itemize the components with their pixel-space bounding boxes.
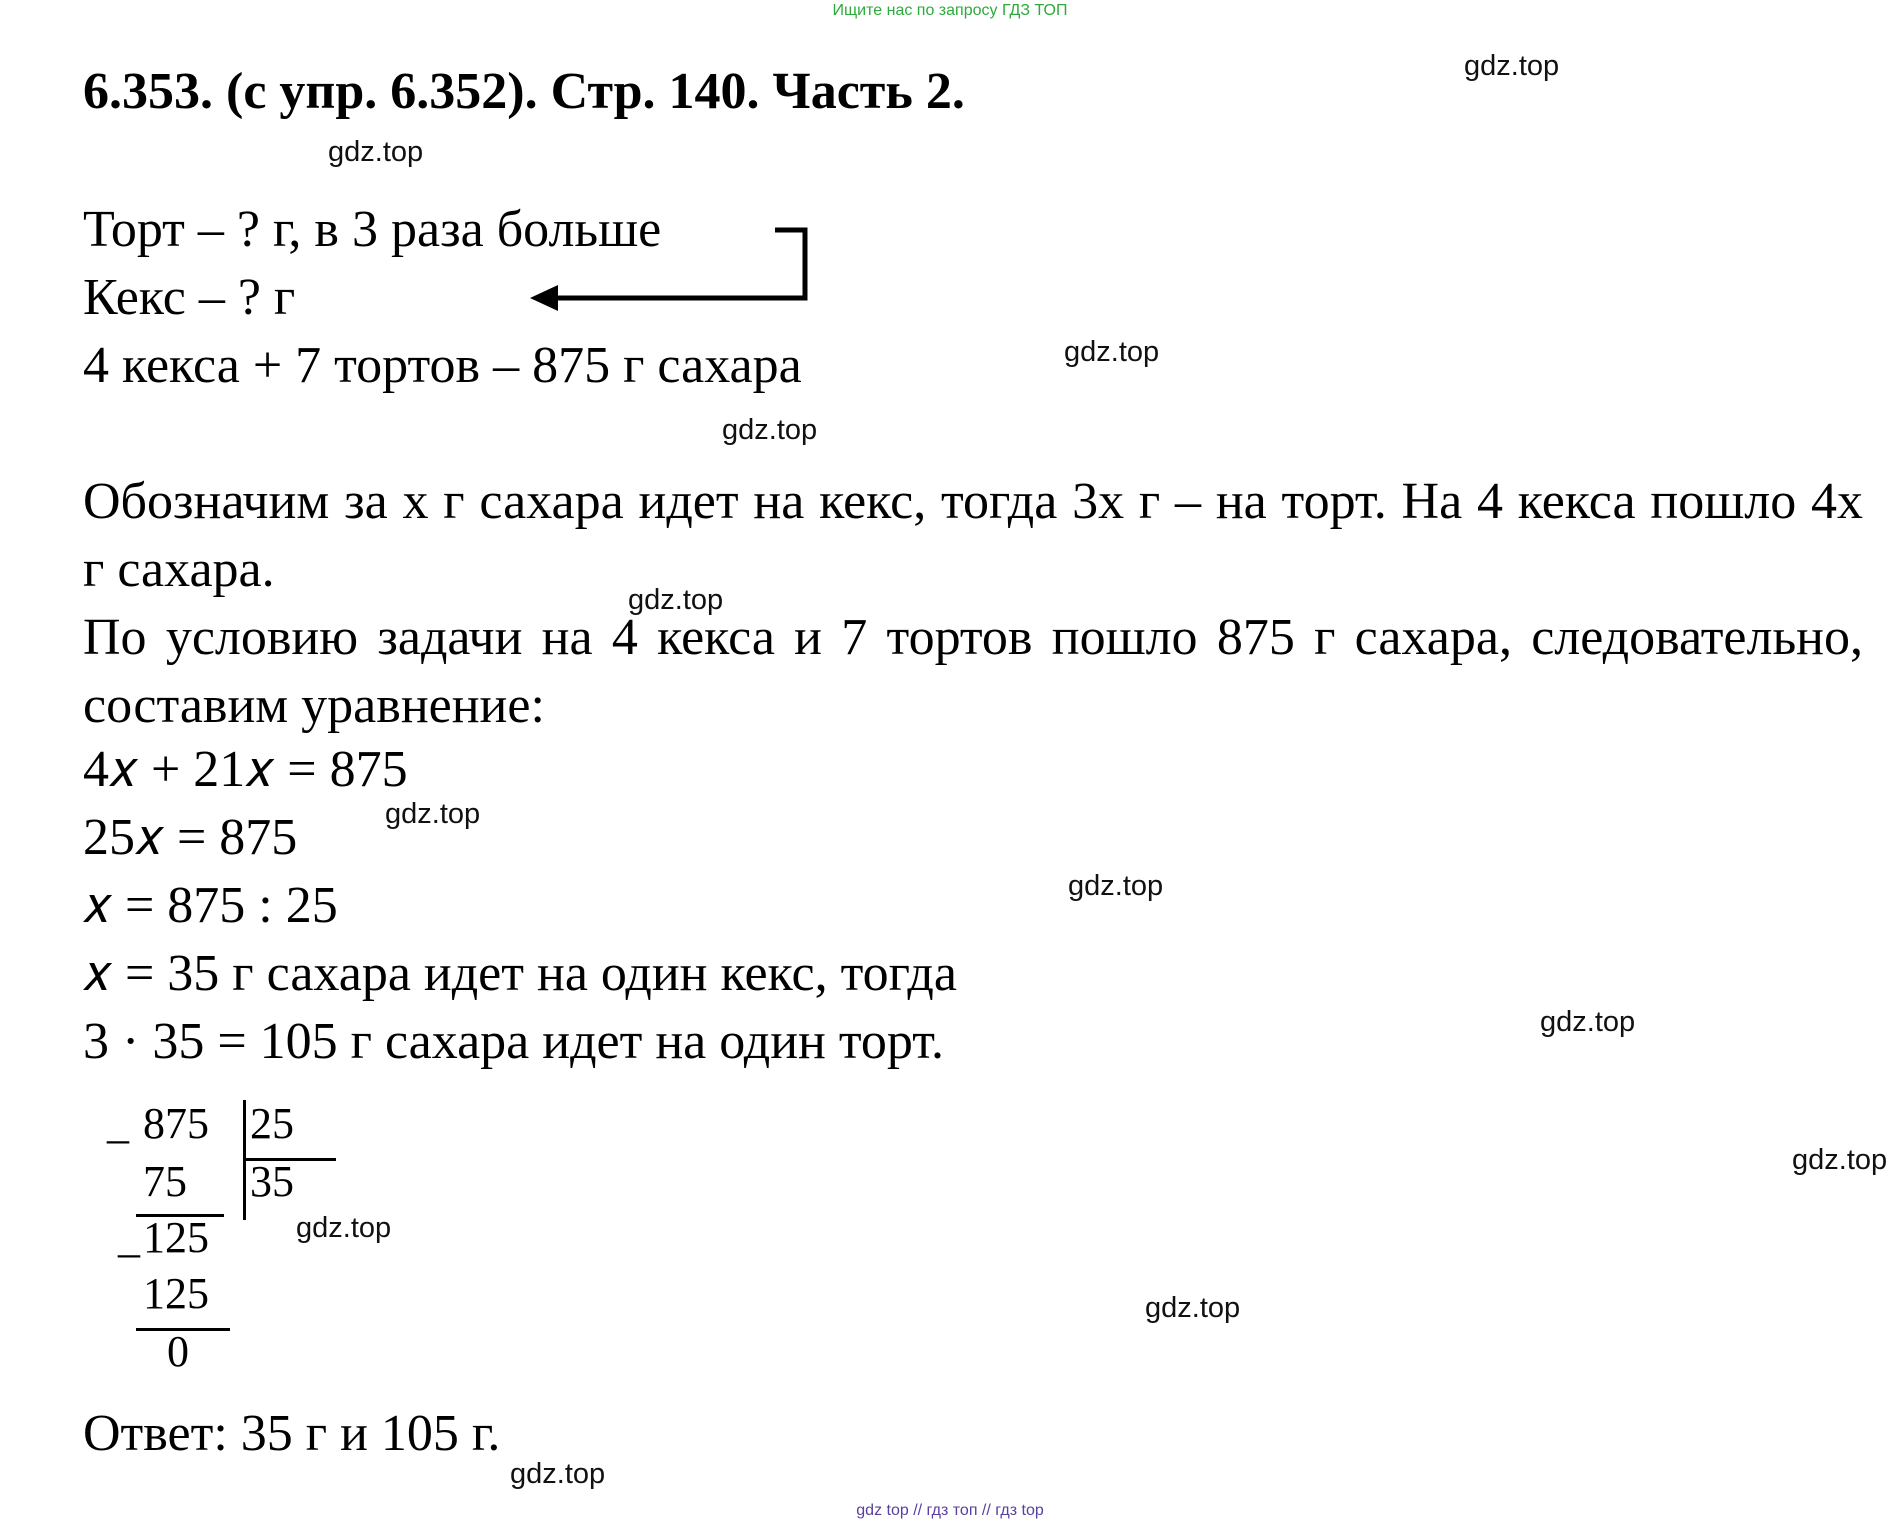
solution-paragraph-2: По условию задачи на 4 кекса и 7 тортов пошло 875 г сахара, следовательно, составим уравнение: (83, 609, 1863, 734)
solution-line-cake: 3 · 35 = 105 г сахара идет на один торт. (83, 1013, 945, 1070)
watermark: gdz.top (1068, 870, 1164, 902)
watermark: gdz.top (1064, 336, 1160, 368)
watermark: gdz.top (1540, 1006, 1636, 1038)
watermark: gdz.top (1792, 1144, 1888, 1176)
watermark: gdz.top (328, 136, 424, 168)
division-minus-1: _ (107, 1099, 129, 1148)
given-line-cupcake: Кекс – ? г (83, 269, 296, 326)
bottom-banner: gdz top // гдз топ // гдз top (856, 1502, 1044, 1519)
relation-arrow (520, 210, 820, 320)
division-subtract-1: 75 (143, 1157, 187, 1206)
given-line-cake: Торт – ? г, в 3 раза больше (83, 201, 662, 258)
equation-1: 4𝑥 + 21𝑥 = 875 (83, 741, 408, 798)
watermark: gdz.top (1145, 1292, 1241, 1324)
watermark: gdz.top (510, 1458, 606, 1490)
equation-4 (83, 944, 957, 1004)
solution-paragraph-1: Обозначим за х г сахара идет на кекс, тогда 3х г – на торт. На 4 кекса пошло 4х г сахара. (83, 473, 1863, 598)
top-banner: Ищите нас по запросу ГДЗ ТОП (832, 2, 1068, 19)
division-minus-2: _ (118, 1213, 140, 1262)
page-title: 6.353. (с упр. 6.352). Стр. 140. Часть 2. (83, 63, 965, 120)
watermark: gdz.top (722, 414, 818, 446)
division-dividend: 875 (143, 1099, 209, 1148)
equation-3: 𝑥 = 875 : 25 (83, 877, 338, 934)
division-subtract-2: 125 (143, 1269, 209, 1318)
division-result: 0 (167, 1327, 189, 1376)
watermark: gdz.top (385, 798, 481, 830)
division-quotient: 35 (250, 1157, 294, 1206)
equation-2: 25𝑥 = 875 (83, 809, 298, 866)
watermark: gdz.top (628, 584, 724, 616)
equation-4-text: 35 г сахара идет на один кекс, тогда (154, 945, 957, 1002)
watermark: gdz.top (296, 1212, 392, 1244)
answer-line: Ответ: 35 г и 105 г. (83, 1405, 501, 1462)
watermark: gdz.top (1464, 50, 1560, 82)
equation-4-variable: 𝑥 = (83, 945, 155, 1002)
given-line-total: 4 кекса + 7 тортов – 875 г сахара (83, 337, 802, 394)
division-divisor: 25 (250, 1099, 294, 1148)
division-remainder-1: 125 (143, 1213, 209, 1262)
